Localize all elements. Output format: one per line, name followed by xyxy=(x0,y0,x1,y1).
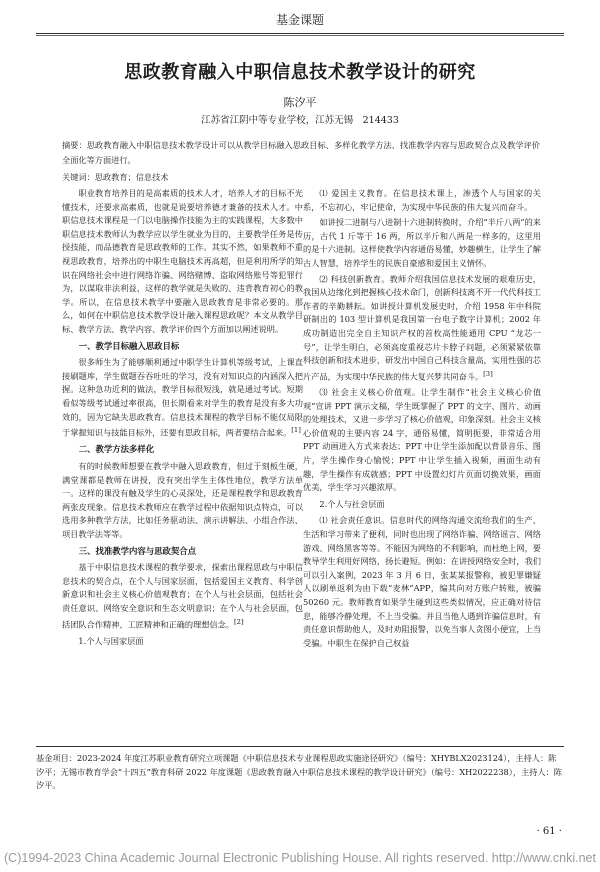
page-number: · 61 · xyxy=(536,826,562,837)
paragraph: 基于中职信息技术课程的教学要求，探索出课程思政与中职信息技术的契合点，在个人与国家层面，包括爱国主义教育、科学创新意识和社会主义核心价值观教育；在个人与社会层面，包括社会责任意识、网络安全意识和生态文明意识；在个人与社会层面，包括团队合作精神、工匠精神和正确的理想信念。[2] xyxy=(62,562,303,630)
funding-footnote: 基金项目：2023-2024 年度江苏职业教育研究立项课题《中职信息技术专业课程思政实施途径研究》（编号：XHYBLX2023124），主持人：陈汐平；无锡市教育学会“十四五”教育科研 2022 年度课题《思政教育融入中职信息技术课程的教学设计研究》（编号：XH2022238），主持人：陈汐平。 xyxy=(36,753,562,791)
header-rule xyxy=(36,33,564,34)
paper-title: 思政教育融入中职信息技术教学设计的研究 xyxy=(124,62,476,83)
paragraph: 有的时候教师想要在教学中融入思政教育，但过于刻板生硬，满堂课都是教师在讲授，没有突出学生主体性地位，教学方法单一。这样的课没有触及学生的心灵深处，还是课程教学和思政教育两张皮现象。信息技术教师应在教学过程中依据知识点特点，可以选用多种教学方法，比如任务驱动法、演示讲解法、小组合作法、项目教学法等等。 xyxy=(62,461,303,539)
author: 陈汐平 xyxy=(283,96,317,109)
paragraph: 很多师生为了能够顺利通过中职学生计算机等级考试，上课直接刷题库，学生做题吞吞吐吐的学习，没有对知识点的内涵深入把握。这种急功近利的做法，教学目标很短浅，就是通过考试。短期看似等级考试通过率很高，但长期看来对学生的教育是没有多大功效的，因为它缺失思政教育。信息技术课程的教学目标不能仅局限于掌握知识与技能目标外，还要有思政目标，两者要结合起来。[1] xyxy=(62,357,303,438)
running-header: 基金课题 xyxy=(275,13,324,27)
paragraph: ⑶ 社会主义核心价值观。让学生制作“社会主义核心价值观”宣讲 PPT 演示文稿，学生既掌握了 PPT 的文字、图片、动画的处理技术，又进一步学习了核心价值观，印象深刻。社会主义核心价值观的主要内容 24 字，通俗易懂，简明扼要，非常适合用 PPT 动画进入方式来表达；PPT 中让学生添加配以背景音乐、图片，学生操作身心愉悦；PPT 中让学生插入视频，画面生动有趣，学生操作有成就感；PPT 中设置幻灯片页面切换效果，画面优美，学生学习兴趣浓厚。 xyxy=(303,387,541,493)
section-heading-2: 二、教学方法多样化 xyxy=(78,444,155,455)
right-column xyxy=(303,187,541,652)
intro-paragraph: 职业教育培养目的是高素质的技术人才，培养人才的目标不光懂技术，还要求高素质，也就是说要培养德才兼备的技术人才。中职信息技术课程是一门以电脑操作技能为主的实践课程，大多数中职信息技术教师认为教学应以学生就业为目的，主要教学任务是传授技能，而品德教育是思政教师的工作。其实不然，如果教师不重视思政教育，培养出的中职生电脑技术再高超，但是利用所学的知识在网络社会中进行网络诈骗、网络赌博、盗取网络账号等犯罪行为，以谋取非法利益，这样的教学就是失败的、违背教育初心的教学。所以，在信息技术教学中要融入思政教育是非常必要的。那么，如何在中职信息技术教学设计融入课程思政呢？本文从教学目标、教学方法、教学内容、教学评价四个方面加以阐述说明。 xyxy=(62,188,303,334)
subsection-heading: 1.个人与国家层面 xyxy=(78,635,144,646)
subsection-heading: 2.个人与社会层面 xyxy=(319,498,385,509)
citation: [3] xyxy=(483,369,493,378)
header-rule-thin xyxy=(36,35,564,36)
citation: [2] xyxy=(233,617,244,626)
paragraph: ⑴ 社会责任意识。信息时代的网络沟通交流给我们的生产、生活和学习带来了便利，同时也出现了网络诈骗、网络谣言、网络游戏、网络黑客等等。不能因为网络的不利影响，而杜绝上网，要教导学生利用好网络，扬长避短。例如：在讲授网络安全时，我们可以引入案例，2023 年 3 月 6 日，张某某报警称，被犯罪嫌疑人以刷单返利为由下载“麦林”APP，编其向对方账户转账，被骗 50260 元。教师教育如果学生碰到这些类似情况，应正确对待信息，能够冷静处理，不上当受骗。并且当他人遇到诈骗信息时，有责任意识帮助他人，及时劝阻报警，以免当事人贪图小便宜，上当受骗。中职生在保护自己权益 xyxy=(303,515,541,648)
abstract: 摘要：思政教育融入中职信息技术教学设计可以从教学目标融入思政目标、多样化教学方法、找准教学内容与思政契合点及教学评价全面化等方面进行。 xyxy=(62,140,540,165)
paragraph: 如讲授二进制与八进制十六进制转换时，介绍“半斤八两”的来历，古代 1 斤等于 16 两，所以半斤和八两是一样多的，这里用的是十六进制。这样使教学内容通俗易懂，妙趣横生，让学生了解古人智慧，培养学生的民族自豪感和爱国主义情怀。 xyxy=(303,217,541,268)
section-heading-1: 一、教学目标融入思政目标 xyxy=(78,340,180,351)
paragraph: ⑵ 科技创新教育。教师介绍我国信息技术发展的艰难历史，我国从边缘化到把握核心技术命门，创新科技离不开一代代科技工作者的辛勤耕耘。如讲授计算机发展史时，介绍 1958 年中科院研制出的 103 型计算机是我国第一台电子数字计算机；2002 年成功制造出完全自主知识产权的首枚高性能通用 CPU “龙芯一号”，让学生明白，必须高度重视芯片卡脖子问题，必须紧紧依靠科技创新和技术进步，研发出中国自己科技含量高，实用性强的芯片产品，为实现中华民族的伟大复兴梦共同奋斗。[3] xyxy=(303,273,541,382)
paragraph: ⑴ 爱国主义教育。在信息技术课上，渗透个人与国家的关系，不忘初心，牢记使命，为实现中华民族的伟大复兴而奋斗。 xyxy=(303,188,541,212)
left-column xyxy=(62,187,303,651)
footnote-rule xyxy=(36,746,564,747)
affiliation: 江苏省江阴中等专业学校，江苏无锡 214433 xyxy=(201,115,399,126)
copyright-watermark: (C)1994-2023 China Academic Journal Electronic Publishing House. All rights reserved. http://www.cnki.net xyxy=(4,851,596,865)
citation: [1] xyxy=(291,426,301,435)
section-heading-3: 三、找准教学内容与思政契合点 xyxy=(78,545,197,556)
keywords: 关键词：思政教育；信息技术 xyxy=(62,172,169,182)
